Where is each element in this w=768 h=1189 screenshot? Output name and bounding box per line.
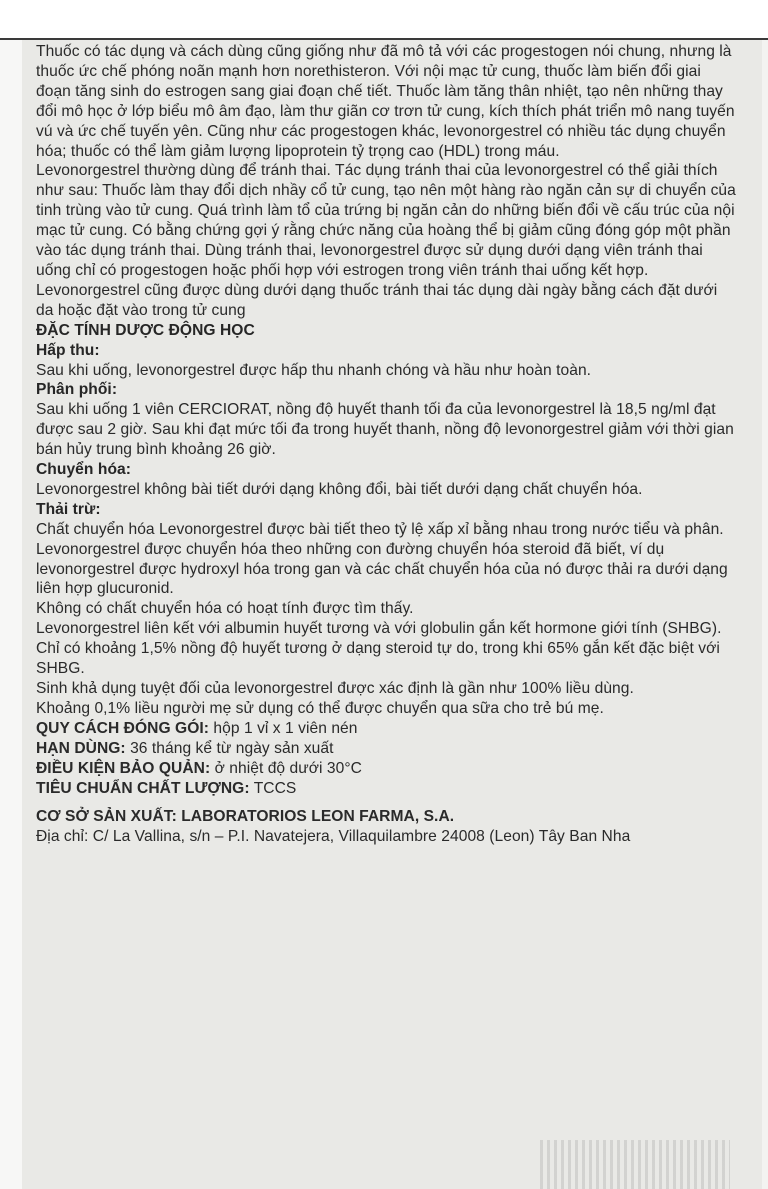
elimination-text-4: Sinh khả dụng tuyệt đối của levonorgestrel được xác định là gần như 100% liều dùng. <box>36 680 634 697</box>
quality-line <box>36 779 736 799</box>
storage-value: ở nhiệt độ dưới 30°C <box>210 759 362 777</box>
manufacturer-address: Địa chỉ: C/ La Vallina, s/n – P.I. Navatejera, Villaquilambre 24008 (Leon) Tây Ban Nha <box>36 828 631 846</box>
spacer <box>36 798 736 807</box>
elimination-title: Thải trừ: <box>36 500 101 518</box>
elimination-text-2: Không có chất chuyển hóa có hoạt tính được tìm thấy. <box>36 600 414 618</box>
manufacturer-label: CƠ SỞ SẢN XUẤT: LABORATORIOS LEON FARMA, S.A. <box>36 808 455 826</box>
metabolism-text: Levonorgestrel không bài tiết dưới dạng không đổi, bài tiết dưới dạng chất chuyển hóa. <box>36 480 643 498</box>
packaging-value: hộp 1 vỉ x 1 viên nén <box>209 719 358 737</box>
packaging-line <box>36 719 736 739</box>
top-margin <box>0 0 768 38</box>
shelf-life-line <box>36 739 736 759</box>
shelf-life-value: 36 tháng kể từ ngày sản xuất <box>125 739 334 757</box>
elimination-text-5: Khoảng 0,1% liều người mẹ sử dụng có thể được chuyển qua sữa cho trẻ bú mẹ. <box>36 699 604 717</box>
quality-label: TIÊU CHUẨN CHẤT LƯỢNG: <box>36 779 250 797</box>
distribution-title: Phân phối: <box>36 381 118 399</box>
packaging-label: QUY CÁCH ĐÓNG GÓI: <box>36 719 210 737</box>
elimination-text-3: Levonorgestrel liên kết với albumin huyết tương và với globulin gắn kết hormone giới tính (SHBG). Chỉ có khoảng 1,5% nồng độ huyết tương ở dạng steroid tự do, trong khi 65% gắn kết đặc biệt với SHBG. <box>36 620 722 678</box>
distribution-text: Sau khi uống 1 viên CERCIORAT, nồng độ huyết thanh tối đa của levonorgestrel là 18,5 ng/ml đạt được sau 2 giờ. Sau khi đạt mức tối đa trong huyết thanh, nồng độ levonorgestrel giảm với thời gian bán hủy trung bình khoảng 26 giờ. <box>36 401 734 459</box>
pharmacokinetics-heading: ĐẶC TÍNH DƯỢC ĐỘNG HỌC <box>36 321 255 339</box>
absorption-text: Sau khi uống, levonorgestrel được hấp thu nhanh chóng và hầu như hoàn toàn. <box>36 361 592 379</box>
storage-line <box>36 759 736 779</box>
elimination-text-1: Chất chuyển hóa Levonorgestrel được bài tiết theo tỷ lệ xấp xỉ bằng nhau trong nước tiểu và phân. Levonorgestrel được chuyển hóa theo những con đường chuyển hóa steroid đã biết, ví dụ levonorgestrel được hydroxyl hóa trong gan và các chất chuyển hóa của nó được thải ra dưới dạng liên hợp glucuronid. <box>36 520 728 598</box>
absorption-title: Hấp thu: <box>36 341 100 359</box>
barcode-show-through <box>540 1140 730 1189</box>
leaflet-content <box>36 42 736 847</box>
page-left-edge <box>0 40 22 1189</box>
metabolism-title: Chuyển hóa: <box>36 461 131 479</box>
quality-value: TCCS <box>249 779 297 797</box>
storage-label: ĐIỀU KIỆN BẢO QUẢN: <box>36 759 211 777</box>
contraception-paragraph: Levonorgestrel thường dùng để tránh thai. Tác dụng tránh thai của levonorgestrel có thể giải thích như sau: Thuốc làm thay đổi dịch nhầy cổ tử cung, tạo nên một hàng rào ngăn cản sự di chuyển của tinh trùng vào tử cung. Quá trình làm tổ của trứng bị ngăn cản do những biến đổi về cấu trúc của nội mạc tử cung. Có bằng chứng gợi ý rằng chức năng của hoàng thể bị giảm cũng đóng góp một phần vào tác dụng tránh thai. Dùng tránh thai, levonorgestrel được sử dụng dưới dạng viên tránh thai uống chỉ có progestogen hoặc phối hợp với estrogen trong viên tránh thai uống kết hợp. Levonorgestrel cũng được dùng dưới dạng thuốc tránh thai tác dụng dài ngày bằng cách đặt dưới da hoặc đặt vào trong tử cung <box>36 162 736 319</box>
shelf-life-label: HẠN DÙNG: <box>36 739 126 757</box>
intro-paragraph: Thuốc có tác dụng và cách dùng cũng giống như đã mô tả với các progestogen nói chung, nhưng là thuốc ức chế phóng noãn mạnh hơn norethisteron. Với nội mạc tử cung, thuốc làm biến đổi giai đoạn tăng sinh do estrogen sang giai đoạn chế tiết. Thuốc làm tăng thân nhiệt, tạo nên những thay đổi mô học ở lớp biểu mô âm đạo, làm thư giãn cơ trơn tử cung, kích thích phát triển mô nang tuyến vú và ức chế tuyến yên. Cũng như các progestogen khác, levonorgestrel có nhiều tác dụng chuyển hóa; thuốc có thể làm giảm lượng lipoprotein tỷ trọng cao (HDL) trong máu. <box>36 43 735 160</box>
